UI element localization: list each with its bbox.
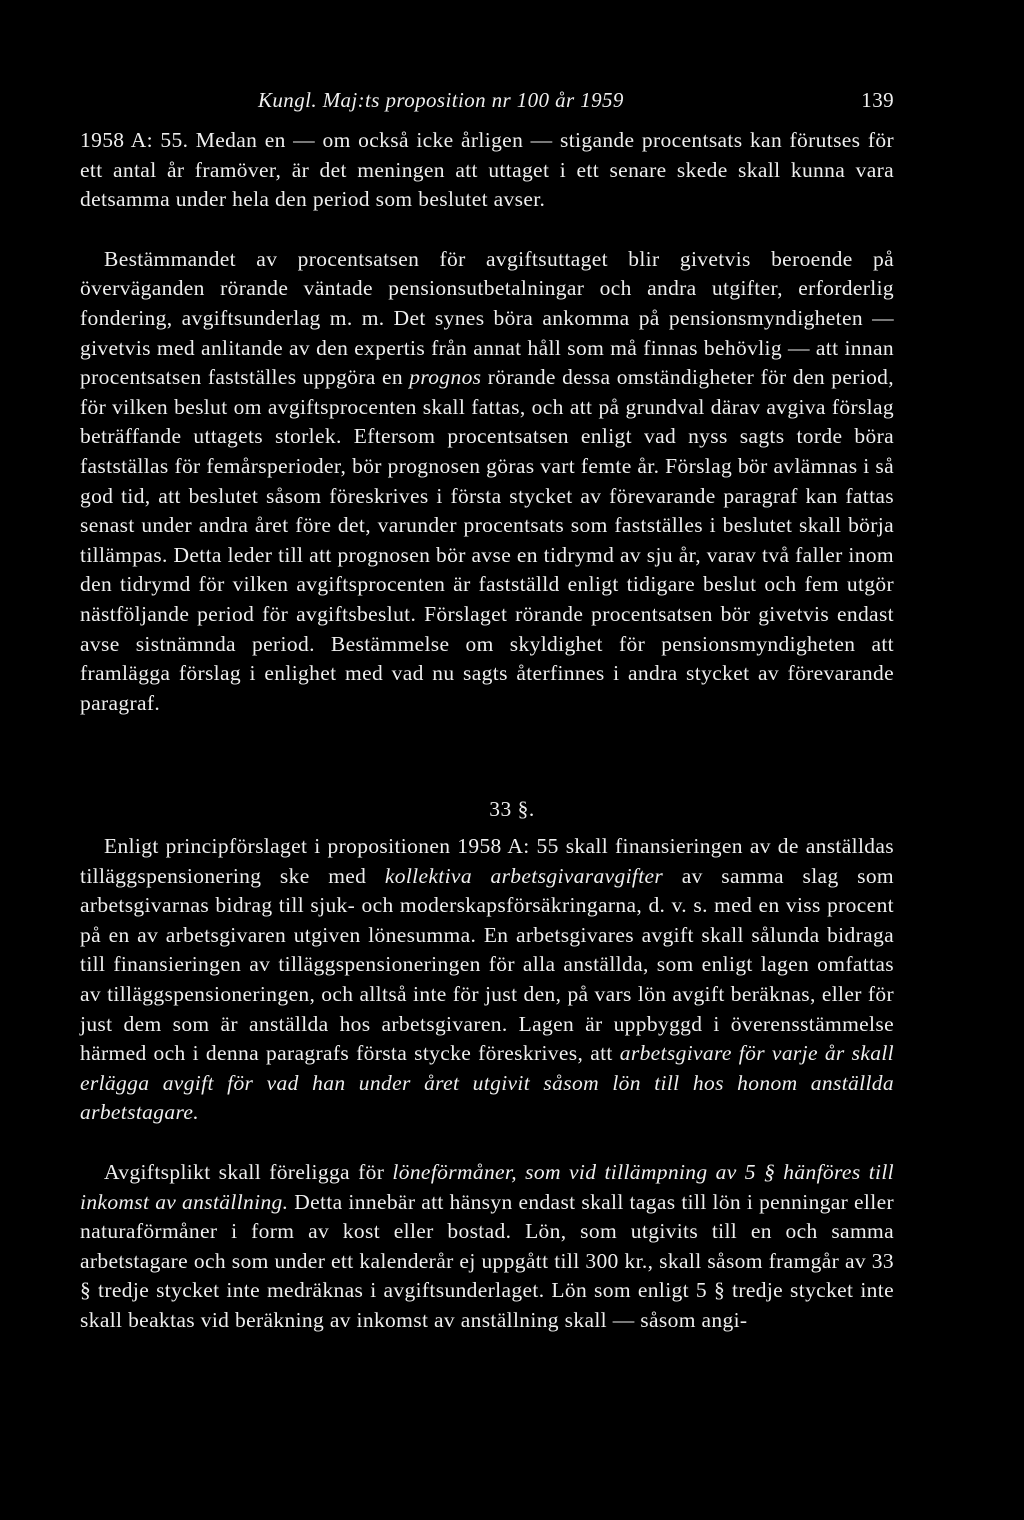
body-top xyxy=(80,126,894,718)
paragraph-3-text-a: Enligt principförslaget i propositionen 1958 A: 55 skall finansieringen av de anställdas tilläggspensionering ske med xyxy=(80,834,894,888)
paragraph-3-text-b: av samma slag som arbetsgivarnas bidrag till sjuk- och moderskapsförsäkringarna, d. v. s. med en viss procent på en av arbetsgivaren utgiven lönesumma. En arbetsgivares avgift skall sålunda bidraga till finansieringen av tilläggspensioneringen för alla anställda, som enligt lagen omfattas av tilläggspensioneringen, och alltså inte för just den, på vars lön avgift beräknas, eller för just dem som är anställda hos arbetsgivaren. Lagen är uppbyggd i överensstämmelse härmed och i denna paragrafs första stycke föreskrives, att xyxy=(80,863,894,1066)
paragraph-1: 1958 A: 55. Medan en — om också icke årligen — stigande procentsats kan förutses för ett antal år framöver, är det meningen att uttaget i ett senare skede skall kunna vara detsamma under hela den period som beslutet avser. xyxy=(80,128,894,212)
paragraph-2-emphasis: prognos xyxy=(409,365,482,390)
paragraph-3-emphasis-1: kollektiva arbetsgivaravgifter xyxy=(384,863,664,888)
paragraph-2-continuation: rörande dessa omständigheter för den period, för vilken beslut om avgiftsprocenten skall fattas, och att på grundval därav avgiva förslag beträffande uttagets storlek. Eftersom procentsatsen enligt vad nyss sagts torde böra fastställas för femårsperioder, bör prognosen göras vart femte år. Förslag bör avlämnas i så god tid, att beslutet såsom föreskrives i första stycket av förevarande paragraf kan fattas senast under andra året före det, varunder procentsats som fastställes i beslutet skall börja tillämpas. Detta leder till att prognosen bör avse en tidrymd av sju år, varav två faller inom den tidrymd för vilken avgiftsprocenten är fastställd enligt tidigare beslut och fem utgör nästföljande period för avgiftsbeslut. Förslaget rörande procentsatsen bör givetvis endast avse sistnämnda period. Bestämmelse om skyldighet för pensionsmyndigheten att framlägga förslag i enlighet med vad nu sagts återfinnes i andra stycket av förevarande paragraf. xyxy=(80,365,894,715)
paragraph-2 xyxy=(80,245,894,719)
body-bottom xyxy=(80,832,894,1336)
paragraph-3-emphasis-2: arbetsgivare för varje år skall erlägga avgift för vad han under året utgivit såsom lön till hos honom anställda arbetstagare. xyxy=(80,1041,894,1125)
page-number: 139 xyxy=(861,88,894,112)
paragraph-2-text: Bestämmandet av procentsatsen för avgiftsuttaget blir givetvis beroende på överväganden rörande väntade pensionsutbetalningar och andra utgifter, erforderlig fondering, avgiftsunderlag m. m. Det synes böra ankomma på pensionsmyndigheten — givetvis med anlitande av den expertis från annat håll som må finnas behövlig — att innan procentsatsen fastställes uppgöra en xyxy=(80,246,894,390)
header-title: Kungl. Maj:ts proposition nr 100 år 1959 xyxy=(258,88,624,112)
paragraph-4 xyxy=(80,1158,894,1336)
section-heading: 33 §. xyxy=(489,797,535,821)
paragraph-4-text-b: Detta innebär att hänsyn endast skall tagas till lön i penningar eller naturaförmåner i form av kost eller bostad. Lön, som utgivits till en och samma arbetstagare och som under ett kalenderår ej uppgått till 300 kr., skall såsom framgår av 33 § tredje stycket inte medräknas i avgiftsunderlaget. Lön som enligt 5 § tredje stycket inte skall beaktas vid beräkning av inkomst av anställning skall — såsom angi- xyxy=(80,1189,894,1332)
paragraph-3 xyxy=(80,832,894,1128)
paragraph-4-text-a: Avgiftsplikt skall föreligga för xyxy=(104,1159,385,1184)
paragraph-4-emphasis: löneförmåner, som vid tillämpning av 5 § hänföres till inkomst av anställning. xyxy=(80,1159,894,1214)
